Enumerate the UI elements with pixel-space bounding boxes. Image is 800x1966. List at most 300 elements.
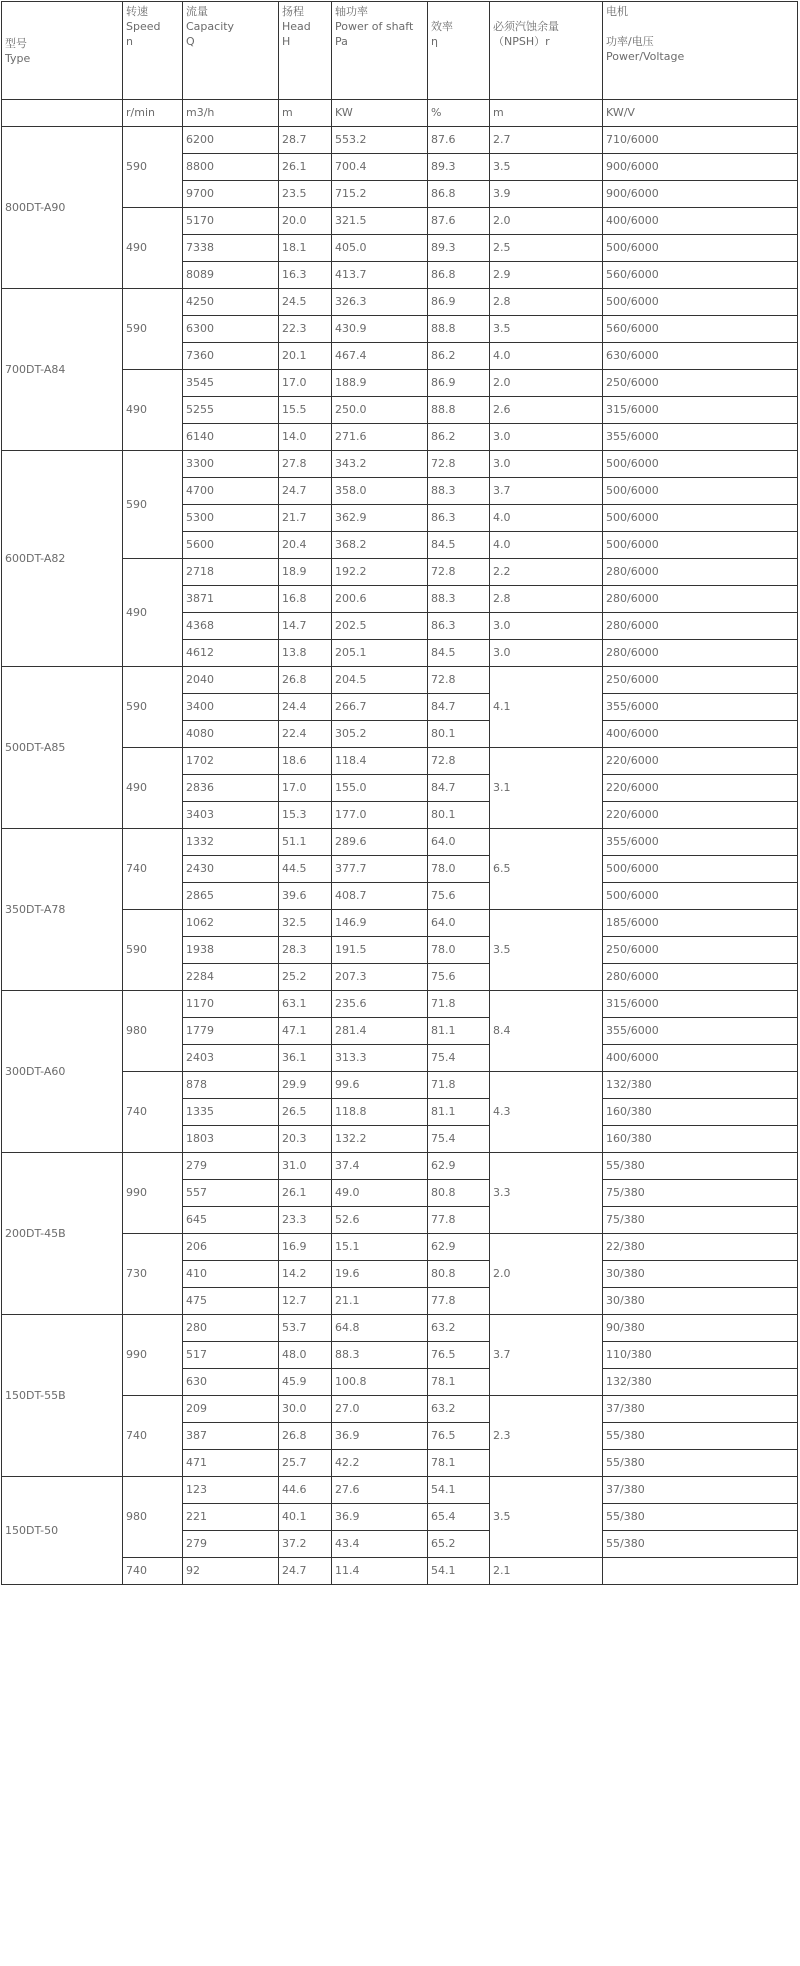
power-cell: 326.3 — [332, 289, 428, 316]
unit-motor: KW/V — [603, 100, 798, 127]
efficiency-cell: 63.2 — [428, 1396, 490, 1423]
efficiency-cell: 72.8 — [428, 667, 490, 694]
capacity-cell: 1938 — [183, 937, 279, 964]
efficiency-cell: 75.6 — [428, 883, 490, 910]
speed-cell: 740 — [123, 1072, 183, 1153]
efficiency-cell: 80.8 — [428, 1261, 490, 1288]
header-motor-en: Power/Voltage — [606, 50, 685, 63]
head-cell: 24.4 — [279, 694, 332, 721]
head-cell: 22.4 — [279, 721, 332, 748]
capacity-cell: 2403 — [183, 1045, 279, 1072]
head-cell: 23.3 — [279, 1207, 332, 1234]
header-npsh-en: （NPSH）r — [493, 35, 550, 48]
motor-cell: 220/6000 — [603, 748, 798, 775]
efficiency-cell: 84.7 — [428, 775, 490, 802]
power-cell: 413.7 — [332, 262, 428, 289]
power-cell: 132.2 — [332, 1126, 428, 1153]
power-cell: 271.6 — [332, 424, 428, 451]
efficiency-cell: 77.8 — [428, 1207, 490, 1234]
power-cell: 155.0 — [332, 775, 428, 802]
capacity-cell: 8800 — [183, 154, 279, 181]
head-cell: 22.3 — [279, 316, 332, 343]
motor-cell: 220/6000 — [603, 802, 798, 829]
capacity-cell: 5255 — [183, 397, 279, 424]
power-cell: 99.6 — [332, 1072, 428, 1099]
motor-cell: 132/380 — [603, 1369, 798, 1396]
efficiency-cell: 81.1 — [428, 1018, 490, 1045]
head-cell: 32.5 — [279, 910, 332, 937]
motor-cell: 30/380 — [603, 1261, 798, 1288]
motor-cell: 315/6000 — [603, 397, 798, 424]
motor-cell: 355/6000 — [603, 694, 798, 721]
efficiency-cell: 86.3 — [428, 613, 490, 640]
motor-cell: 500/6000 — [603, 451, 798, 478]
model-type-cell: 200DT-45B — [2, 1153, 123, 1315]
motor-cell: 400/6000 — [603, 721, 798, 748]
head-cell: 13.8 — [279, 640, 332, 667]
motor-cell: 500/6000 — [603, 235, 798, 262]
header-efficiency-cn: 效率 — [431, 20, 453, 33]
power-cell: 19.6 — [332, 1261, 428, 1288]
power-cell: 205.1 — [332, 640, 428, 667]
power-cell: 200.6 — [332, 586, 428, 613]
npsh-cell: 2.8 — [490, 586, 603, 613]
unit-type — [2, 100, 123, 127]
capacity-cell: 630 — [183, 1369, 279, 1396]
capacity-cell: 2284 — [183, 964, 279, 991]
capacity-cell: 4368 — [183, 613, 279, 640]
power-cell: 177.0 — [332, 802, 428, 829]
efficiency-cell: 78.0 — [428, 856, 490, 883]
head-cell: 30.0 — [279, 1396, 332, 1423]
head-cell: 26.1 — [279, 1180, 332, 1207]
npsh-cell: 2.7 — [490, 127, 603, 154]
motor-cell: 75/380 — [603, 1180, 798, 1207]
capacity-cell: 4700 — [183, 478, 279, 505]
power-cell: 27.0 — [332, 1396, 428, 1423]
header-capacity-cn: 流量 — [186, 5, 208, 18]
motor-cell: 280/6000 — [603, 586, 798, 613]
motor-cell: 75/380 — [603, 1207, 798, 1234]
motor-cell: 400/6000 — [603, 1045, 798, 1072]
motor-cell: 280/6000 — [603, 640, 798, 667]
pump-spec-table — [1, 1, 798, 1585]
capacity-cell: 878 — [183, 1072, 279, 1099]
power-cell: 313.3 — [332, 1045, 428, 1072]
motor-cell: 710/6000 — [603, 127, 798, 154]
power-cell: 405.0 — [332, 235, 428, 262]
header-type-en: Type — [5, 51, 31, 65]
speed-cell: 740 — [123, 1396, 183, 1477]
header-head-cn: 扬程 — [282, 5, 304, 18]
head-cell: 20.3 — [279, 1126, 332, 1153]
head-cell: 14.0 — [279, 424, 332, 451]
head-cell: 18.9 — [279, 559, 332, 586]
motor-cell: 280/6000 — [603, 613, 798, 640]
npsh-cell: 3.5 — [490, 316, 603, 343]
head-cell: 63.1 — [279, 991, 332, 1018]
speed-cell: 590 — [123, 289, 183, 370]
head-cell: 44.6 — [279, 1477, 332, 1504]
motor-cell: 250/6000 — [603, 937, 798, 964]
motor-cell: 55/380 — [603, 1153, 798, 1180]
motor-cell: 132/380 — [603, 1072, 798, 1099]
power-cell: 266.7 — [332, 694, 428, 721]
efficiency-cell: 72.8 — [428, 451, 490, 478]
table-row — [2, 127, 798, 154]
efficiency-cell: 63.2 — [428, 1315, 490, 1342]
model-type-cell: 500DT-A85 — [2, 667, 123, 829]
capacity-cell: 123 — [183, 1477, 279, 1504]
efficiency-cell: 88.8 — [428, 316, 490, 343]
capacity-cell: 1062 — [183, 910, 279, 937]
capacity-cell: 2836 — [183, 775, 279, 802]
speed-cell: 590 — [123, 127, 183, 208]
header-speed-en: Speed — [126, 20, 161, 33]
motor-cell: 500/6000 — [603, 532, 798, 559]
head-cell: 18.1 — [279, 235, 332, 262]
head-cell: 36.1 — [279, 1045, 332, 1072]
power-cell: 118.8 — [332, 1099, 428, 1126]
efficiency-cell: 86.8 — [428, 181, 490, 208]
power-cell: 52.6 — [332, 1207, 428, 1234]
efficiency-cell: 71.8 — [428, 1072, 490, 1099]
speed-cell: 490 — [123, 208, 183, 289]
motor-cell: 355/6000 — [603, 424, 798, 451]
efficiency-cell: 80.1 — [428, 721, 490, 748]
head-cell: 40.1 — [279, 1504, 332, 1531]
npsh-cell: 2.9 — [490, 262, 603, 289]
header-capacity-en: Capacity — [186, 20, 235, 33]
capacity-cell: 1332 — [183, 829, 279, 856]
table-row — [2, 1153, 798, 1180]
efficiency-cell: 80.1 — [428, 802, 490, 829]
head-cell: 26.5 — [279, 1099, 332, 1126]
header-head-en: Head — [282, 20, 311, 33]
capacity-cell: 4080 — [183, 721, 279, 748]
units-row — [2, 100, 798, 127]
efficiency-cell: 87.6 — [428, 208, 490, 235]
model-type-cell: 150DT-50 — [2, 1477, 123, 1585]
npsh-cell: 3.5 — [490, 910, 603, 991]
motor-cell: 55/380 — [603, 1423, 798, 1450]
capacity-cell: 1335 — [183, 1099, 279, 1126]
power-cell: 21.1 — [332, 1288, 428, 1315]
npsh-cell: 4.0 — [490, 532, 603, 559]
motor-cell: 90/380 — [603, 1315, 798, 1342]
head-cell: 45.9 — [279, 1369, 332, 1396]
efficiency-cell: 89.3 — [428, 235, 490, 262]
npsh-cell: 4.0 — [490, 343, 603, 370]
power-cell: 202.5 — [332, 613, 428, 640]
capacity-cell: 92 — [183, 1558, 279, 1585]
motor-cell: 185/6000 — [603, 910, 798, 937]
speed-cell: 740 — [123, 1558, 183, 1585]
header-efficiency-sym: η — [431, 35, 438, 48]
power-cell: 37.4 — [332, 1153, 428, 1180]
head-cell: 26.1 — [279, 154, 332, 181]
speed-cell: 590 — [123, 667, 183, 748]
header-capacity — [183, 2, 279, 100]
model-type-cell: 350DT-A78 — [2, 829, 123, 991]
motor-cell: 250/6000 — [603, 370, 798, 397]
header-row — [2, 2, 798, 100]
motor-cell: 280/6000 — [603, 559, 798, 586]
motor-cell: 560/6000 — [603, 262, 798, 289]
efficiency-cell: 78.0 — [428, 937, 490, 964]
efficiency-cell: 76.5 — [428, 1423, 490, 1450]
motor-cell — [603, 1558, 798, 1585]
header-head — [279, 2, 332, 100]
head-cell: 47.1 — [279, 1018, 332, 1045]
capacity-cell: 9700 — [183, 181, 279, 208]
head-cell: 20.1 — [279, 343, 332, 370]
header-speed-cn: 转速 — [126, 5, 148, 18]
efficiency-cell: 64.0 — [428, 910, 490, 937]
npsh-cell: 3.3 — [490, 1153, 603, 1234]
npsh-cell: 2.2 — [490, 559, 603, 586]
table-row — [2, 667, 798, 694]
efficiency-cell: 80.8 — [428, 1180, 490, 1207]
speed-cell: 590 — [123, 910, 183, 991]
npsh-cell: 3.0 — [490, 640, 603, 667]
power-cell: 191.5 — [332, 937, 428, 964]
efficiency-cell: 84.5 — [428, 640, 490, 667]
head-cell: 24.7 — [279, 1558, 332, 1585]
capacity-cell: 2865 — [183, 883, 279, 910]
power-cell: 281.4 — [332, 1018, 428, 1045]
header-power-en: Power of shaft — [335, 20, 414, 33]
motor-cell: 355/6000 — [603, 1018, 798, 1045]
efficiency-cell: 65.4 — [428, 1504, 490, 1531]
motor-cell: 55/380 — [603, 1450, 798, 1477]
motor-cell: 280/6000 — [603, 964, 798, 991]
table-row — [2, 1315, 798, 1342]
capacity-cell: 3300 — [183, 451, 279, 478]
npsh-cell: 2.0 — [490, 370, 603, 397]
capacity-cell: 410 — [183, 1261, 279, 1288]
head-cell: 20.4 — [279, 532, 332, 559]
capacity-cell: 5170 — [183, 208, 279, 235]
speed-cell: 590 — [123, 451, 183, 559]
capacity-cell: 2718 — [183, 559, 279, 586]
head-cell: 15.5 — [279, 397, 332, 424]
npsh-cell: 2.0 — [490, 208, 603, 235]
efficiency-cell: 78.1 — [428, 1369, 490, 1396]
efficiency-cell: 75.4 — [428, 1126, 490, 1153]
header-power-cn: 轴功率 — [335, 5, 368, 18]
header-speed-sym: n — [126, 35, 133, 48]
head-cell: 37.2 — [279, 1531, 332, 1558]
npsh-cell: 2.1 — [490, 1558, 603, 1585]
npsh-cell: 2.6 — [490, 397, 603, 424]
power-cell: 36.9 — [332, 1504, 428, 1531]
efficiency-cell: 88.3 — [428, 478, 490, 505]
head-cell: 48.0 — [279, 1342, 332, 1369]
efficiency-cell: 75.4 — [428, 1045, 490, 1072]
table-row — [2, 829, 798, 856]
head-cell: 24.7 — [279, 478, 332, 505]
motor-cell: 500/6000 — [603, 505, 798, 532]
capacity-cell: 209 — [183, 1396, 279, 1423]
power-cell: 15.1 — [332, 1234, 428, 1261]
power-cell: 289.6 — [332, 829, 428, 856]
capacity-cell: 6140 — [183, 424, 279, 451]
power-cell: 408.7 — [332, 883, 428, 910]
efficiency-cell: 86.2 — [428, 343, 490, 370]
motor-cell: 22/380 — [603, 1234, 798, 1261]
unit-capacity: m3/h — [183, 100, 279, 127]
head-cell: 26.8 — [279, 667, 332, 694]
head-cell: 51.1 — [279, 829, 332, 856]
head-cell: 23.5 — [279, 181, 332, 208]
npsh-cell: 2.8 — [490, 289, 603, 316]
header-speed — [123, 2, 183, 100]
motor-cell: 110/380 — [603, 1342, 798, 1369]
motor-cell: 160/380 — [603, 1099, 798, 1126]
npsh-cell: 3.5 — [490, 1477, 603, 1558]
header-type — [2, 2, 123, 100]
capacity-cell: 471 — [183, 1450, 279, 1477]
npsh-cell: 3.5 — [490, 154, 603, 181]
model-type-cell: 700DT-A84 — [2, 289, 123, 451]
motor-cell: 55/380 — [603, 1504, 798, 1531]
power-cell: 146.9 — [332, 910, 428, 937]
capacity-cell: 221 — [183, 1504, 279, 1531]
npsh-cell: 6.5 — [490, 829, 603, 910]
capacity-cell: 8089 — [183, 262, 279, 289]
efficiency-cell: 86.8 — [428, 262, 490, 289]
header-power-sym: Pa — [335, 35, 348, 48]
motor-cell: 30/380 — [603, 1288, 798, 1315]
head-cell: 24.5 — [279, 289, 332, 316]
npsh-cell: 3.1 — [490, 748, 603, 829]
motor-cell: 560/6000 — [603, 316, 798, 343]
head-cell: 21.7 — [279, 505, 332, 532]
capacity-cell: 387 — [183, 1423, 279, 1450]
efficiency-cell: 86.2 — [428, 424, 490, 451]
motor-cell: 400/6000 — [603, 208, 798, 235]
capacity-cell: 1803 — [183, 1126, 279, 1153]
head-cell: 25.2 — [279, 964, 332, 991]
efficiency-cell: 77.8 — [428, 1288, 490, 1315]
efficiency-cell: 54.1 — [428, 1477, 490, 1504]
efficiency-cell: 84.7 — [428, 694, 490, 721]
power-cell: 49.0 — [332, 1180, 428, 1207]
npsh-cell: 3.0 — [490, 424, 603, 451]
power-cell: 64.8 — [332, 1315, 428, 1342]
power-cell: 43.4 — [332, 1531, 428, 1558]
npsh-cell: 4.3 — [490, 1072, 603, 1153]
efficiency-cell: 62.9 — [428, 1153, 490, 1180]
efficiency-cell: 88.3 — [428, 586, 490, 613]
motor-cell: 500/6000 — [603, 856, 798, 883]
capacity-cell: 2430 — [183, 856, 279, 883]
power-cell: 100.8 — [332, 1369, 428, 1396]
efficiency-cell: 65.2 — [428, 1531, 490, 1558]
capacity-cell: 5600 — [183, 532, 279, 559]
header-motor-cn2: 功率/电压 — [606, 35, 654, 48]
power-cell: 377.7 — [332, 856, 428, 883]
header-npsh-cn: 必须汽蚀余量 — [493, 20, 559, 33]
power-cell: 204.5 — [332, 667, 428, 694]
efficiency-cell: 88.8 — [428, 397, 490, 424]
power-cell: 36.9 — [332, 1423, 428, 1450]
efficiency-cell: 84.5 — [428, 532, 490, 559]
power-cell: 88.3 — [332, 1342, 428, 1369]
capacity-cell: 7360 — [183, 343, 279, 370]
motor-cell: 900/6000 — [603, 181, 798, 208]
head-cell: 29.9 — [279, 1072, 332, 1099]
table-row — [2, 451, 798, 478]
power-cell: 305.2 — [332, 721, 428, 748]
head-cell: 53.7 — [279, 1315, 332, 1342]
capacity-cell: 1702 — [183, 748, 279, 775]
header-type-cn: 型号 — [5, 36, 27, 50]
power-cell: 192.2 — [332, 559, 428, 586]
table-row — [2, 991, 798, 1018]
power-cell: 715.2 — [332, 181, 428, 208]
header-motor — [603, 2, 798, 100]
capacity-cell: 557 — [183, 1180, 279, 1207]
head-cell: 17.0 — [279, 775, 332, 802]
header-power — [332, 2, 428, 100]
motor-cell: 900/6000 — [603, 154, 798, 181]
efficiency-cell: 72.8 — [428, 559, 490, 586]
efficiency-cell: 86.9 — [428, 370, 490, 397]
head-cell: 27.8 — [279, 451, 332, 478]
motor-cell: 220/6000 — [603, 775, 798, 802]
efficiency-cell: 75.6 — [428, 964, 490, 991]
capacity-cell: 5300 — [183, 505, 279, 532]
head-cell: 14.7 — [279, 613, 332, 640]
speed-cell: 490 — [123, 748, 183, 829]
capacity-cell: 2040 — [183, 667, 279, 694]
power-cell: 368.2 — [332, 532, 428, 559]
head-cell: 28.3 — [279, 937, 332, 964]
motor-cell: 160/380 — [603, 1126, 798, 1153]
motor-cell: 55/380 — [603, 1531, 798, 1558]
head-cell: 15.3 — [279, 802, 332, 829]
model-type-cell: 600DT-A82 — [2, 451, 123, 667]
motor-cell: 355/6000 — [603, 829, 798, 856]
power-cell: 11.4 — [332, 1558, 428, 1585]
head-cell: 18.6 — [279, 748, 332, 775]
head-cell: 25.7 — [279, 1450, 332, 1477]
npsh-cell: 3.9 — [490, 181, 603, 208]
efficiency-cell: 78.1 — [428, 1450, 490, 1477]
npsh-cell: 2.3 — [490, 1396, 603, 1477]
motor-cell: 37/380 — [603, 1396, 798, 1423]
capacity-cell: 4612 — [183, 640, 279, 667]
npsh-cell: 2.5 — [490, 235, 603, 262]
power-cell: 188.9 — [332, 370, 428, 397]
efficiency-cell: 81.1 — [428, 1099, 490, 1126]
capacity-cell: 206 — [183, 1234, 279, 1261]
capacity-cell: 6200 — [183, 127, 279, 154]
model-type-cell: 150DT-55B — [2, 1315, 123, 1477]
head-cell: 44.5 — [279, 856, 332, 883]
efficiency-cell: 86.3 — [428, 505, 490, 532]
capacity-cell: 280 — [183, 1315, 279, 1342]
speed-cell: 990 — [123, 1315, 183, 1396]
power-cell: 700.4 — [332, 154, 428, 181]
power-cell: 42.2 — [332, 1450, 428, 1477]
head-cell: 16.9 — [279, 1234, 332, 1261]
efficiency-cell: 71.8 — [428, 991, 490, 1018]
table-row — [2, 289, 798, 316]
npsh-cell: 8.4 — [490, 991, 603, 1072]
